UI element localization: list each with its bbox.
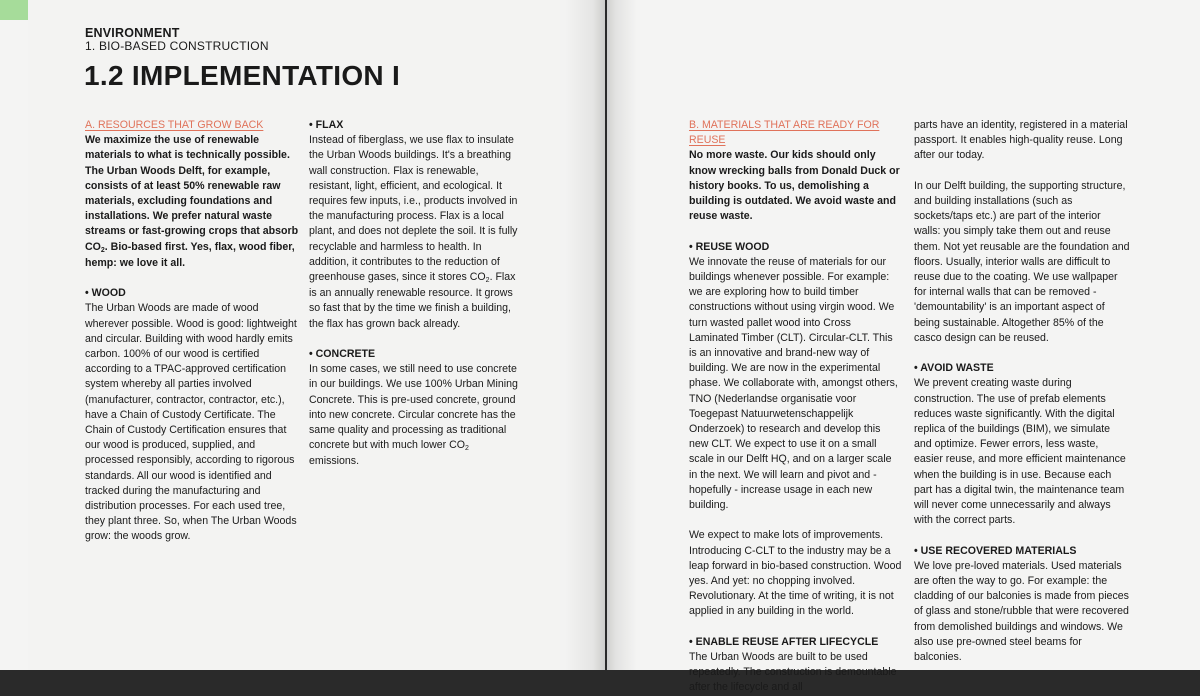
page-title: 1.2 IMPLEMENTATION I xyxy=(84,60,401,91)
section-color-tab xyxy=(0,0,28,20)
reuse-wood-body-2: We expect to make lots of improvements. Introducing C-CLT to the industry may be a leap forward in bio-based construction. Wood yes. And yet: no chopping involved. Revolutionary. At the time of writing, it is not applied in any building in the world. xyxy=(689,529,902,618)
section-b-intro: No more waste. Our kids should only know wrecking balls from Donald Duck or history books. To us, demolishing a building is outdated. We avoid waste and reuse waste. xyxy=(689,149,900,223)
left-page xyxy=(28,0,605,670)
avoid-waste-body: We prevent creating waste during construction. The use of prefab elements reduces waste significantly. With the digital replica of the buildings (BIM), we simulate and optimize. Fewer errors, less waste, easier reuse, and more efficient maintenance when the building is in use. Because each part has a digital twin, the maintenance team will never come unnecessarily and always with the correct parts. xyxy=(914,377,1126,527)
subsection-label: 1. BIO-BASED CONSTRUCTION xyxy=(85,39,269,53)
flax-heading: • FLAX xyxy=(309,119,344,131)
right-column-2 xyxy=(914,118,1130,665)
section-a-heading: A. RESOURCES THAT GROW BACK xyxy=(85,119,264,131)
recovered-materials-body: We love pre-loved materials. Used materials are often the way to go. For example: the cladding of our balconies is made from pieces of glass and stone/rubble that were recovered from demolished buildings and windows. We also use pre-owned steel beams for balconies. xyxy=(914,559,1129,664)
concrete-body: In some cases, we still need to use concrete in our buildings. We use 100% Urban Mining Concrete. This is pre-used concrete, ground into new concrete. Circular concrete has the same quality and processing as traditional concrete but with much lower $CO_2$ emissions. xyxy=(309,363,518,468)
left-column-1 xyxy=(85,118,299,545)
gutter-shadow xyxy=(565,0,605,670)
lifecycle-body: The Urban Woods are built to be used repeatedly. The construction is demountable after the lifecycle and all xyxy=(689,651,897,694)
section-a-intro: We maximize the use of renewable materials to what is technically possible. The Urban Woods Delft, for example, consists of at least 50% renewable raw materials, excluding foundations and installations. We prefer natural waste streams or fast-growing crops that absorb $CO_2$. Bio-based first. Yes, flax, wood fiber, hemp: we love it all. xyxy=(85,134,299,269)
concrete-heading: • CONCRETE xyxy=(309,348,376,361)
section-label: ENVIRONMENT xyxy=(85,26,180,40)
page-edge xyxy=(0,0,28,670)
reuse-wood-body: We innovate the reuse of materials for our buildings whenever possible. For example: we are exploring how to build timber constructions without using virgin wood. We turn wasted pallet wood into Cross Laminated Timber (CLT). Circular-CLT. This is an innovative and brand-new way of building. We are now in the experimental phase. We collaborate with, amongst others, TNO (Nederlandse organisatie voor Toegepast Natuurwetenschappelijk Onderzoek) to research and develop this new CLT. We expect to use it on a small scale in our Delft HQ, and on a larger scale in the next. We will learn and pivot and - hopefully - increase usage in each new building. xyxy=(689,255,898,512)
lifecycle-heading: • ENABLE REUSE AFTER LIFECYCLE xyxy=(689,635,879,648)
wood-heading: • WOOD xyxy=(85,287,126,300)
right-column-1 xyxy=(689,118,902,696)
reuse-wood-heading: • REUSE WOOD xyxy=(689,240,770,253)
delft-building-body: In our Delft building, the supporting structure, and building installations (such as sockets/taps etc.) are part of the interior walls: you simply take them out and reuse them. Not yet reusable are the foundation and floors. Usually, interior walls are difficult to reuse due to the coating. We use wallpaper for internal walls that can be removed - 'demountability' is an important aspect of being sustainable. Altogether 85% of the casco design can be reused. xyxy=(914,179,1130,344)
material-passport-body: parts have an identity, registered in a material passport. It enables high-quality reuse. Long after our today. xyxy=(914,119,1128,162)
left-column-2 xyxy=(309,118,521,470)
gutter-shadow xyxy=(607,0,637,670)
wood-body: The Urban Woods are made of wood wherever possible. Wood is good: lightweight and circular. Building with wood hardly emits carbon. 100% of our wood is certified according to a TPAC-approved certification system whereby all parties involved (manufacturer, contractor, contractor, etc.), have a Chain of Custody Certificate. The Chain of Custody Certification ensures that our wood is produced, supplied, and processed responsibly, according to rigorous standards. All our wood is identified and tracked during the manufacturing and distribution processes. For each used tree, they plant three. So, when The Urban Woods grow: the woods grow. xyxy=(85,302,297,543)
recovered-materials-heading: • USE RECOVERED MATERIALS xyxy=(914,544,1077,557)
avoid-waste-heading: • AVOID WASTE xyxy=(914,362,994,375)
section-b-heading: B. MATERIALS THAT ARE READY FOR REUSE xyxy=(689,119,880,147)
right-page xyxy=(607,0,1200,694)
flax-body: Instead of fiberglass, we use flax to insulate the Urban Woods buildings. It's a breathing wall construction. Flax is renewable, resistant, light, efficient, and ecological. It requires few inputs, i.e., products involved in the manufacturing process. Flax is a local plant, and does not deplete the soil. It is fully recyclable and harmless to health. In addition, it contributes to the reduction of greenhouse gases, since it stores $CO_2$. Flax is an annually renewable resource. It grows so fast that by the time we finish a building, the flax has grown back already. xyxy=(309,134,518,330)
